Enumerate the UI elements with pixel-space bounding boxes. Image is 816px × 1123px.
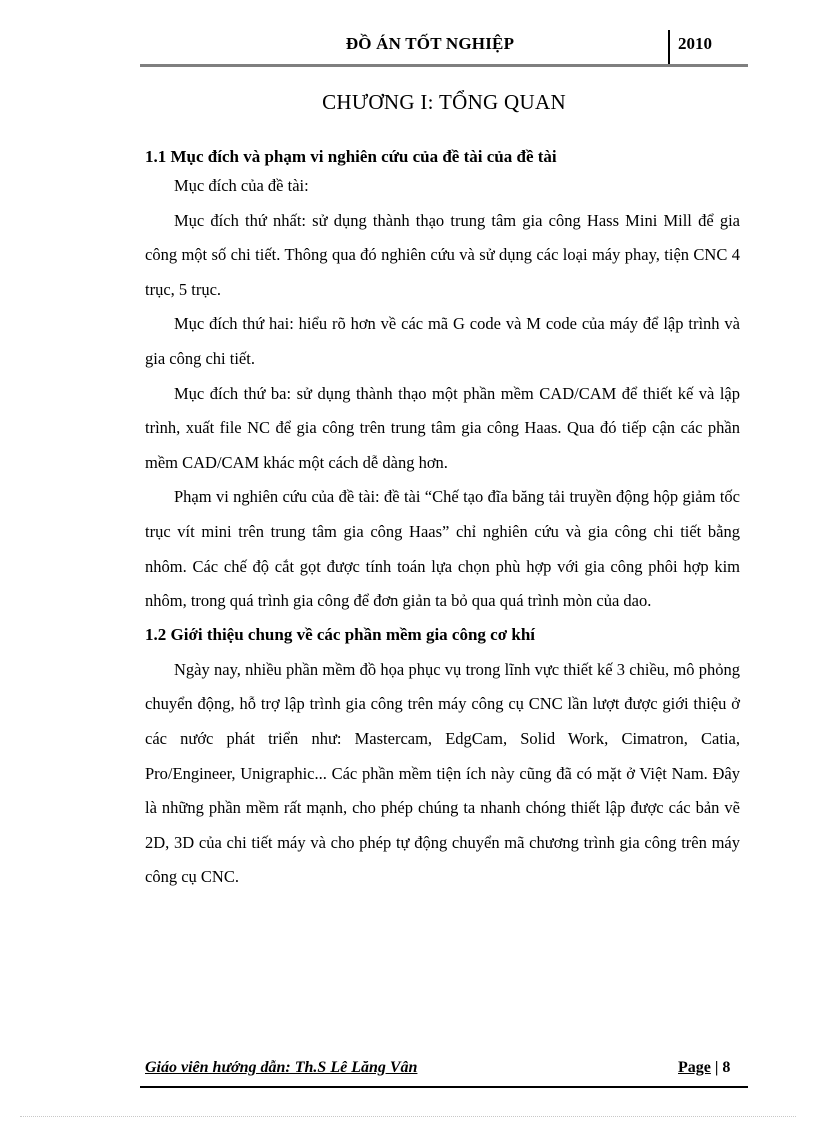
footer-page	[678, 1059, 730, 1077]
paragraph: Mục đích thứ hai: hiểu rõ hơn về các mã G code và M code của máy để lập trình và gia công chi tiết.	[145, 314, 740, 368]
paragraph: Ngày nay, nhiều phần mềm đồ họa phục vụ trong lĩnh vực thiết kế 3 chiều, mô phỏng chuyển động, hỗ trợ lập trình gia công trên máy công cụ CNC lần lượt được giới thiệu ở các nước phát triển như: Mastercam, EdgCam, Solid Work, Cimatron, Catia, Pro/Engineer, Unigraphic... Các phần mềm tiện ích này cũng đã có mặt ở Việt Nam. Đây là những phần mềm rất mạnh, cho phép chúng ta nhanh chóng thiết lập được các bản vẽ 2D, 3D của chi tiết máy và cho phép tự động chuyển mã chương trình gia công trên máy công cụ CNC.	[145, 659, 740, 887]
paragraph: Mục đích của đề tài:	[174, 176, 309, 195]
footer-page-separator: |	[714, 1059, 719, 1076]
header-year: 2010	[678, 34, 712, 53]
footer-rule	[140, 1086, 748, 1088]
header-separator	[668, 30, 670, 66]
paragraph: Mục đích thứ nhất: sử dụng thành thạo trung tâm gia công Hass Mini Mill để gia công một số chi tiết. Thông qua đó nghiên cứu và sử dụng các loại máy phay, tiện CNC 4 trục, 5 trục.	[145, 210, 740, 299]
body-content	[145, 145, 740, 895]
page-bottom-dotted-line	[20, 1116, 796, 1117]
section-heading-1-1: 1.1 Mục đích và phạm vi nghiên cứu của đề tài của đề tài	[145, 147, 557, 166]
header-title: ĐỒ ÁN TỐT NGHIỆP	[345, 34, 515, 53]
footer-page-number: 8	[722, 1059, 731, 1076]
section-heading-1-2: 1.2 Giới thiệu chung về các phần mềm gia công cơ khí	[145, 624, 536, 644]
header-rule	[140, 64, 748, 67]
paragraph: Mục đích thứ ba: sử dụng thành thạo một phần mềm CAD/CAM để thiết kế và lập trình, xuất file NC để gia công trên trung tâm gia công Haas. Qua đó tiếp cận các phần mềm CAD/CAM khác một cách dễ dàng hơn.	[145, 383, 740, 472]
footer-advisor: Giáo viên hướng dẫn: Th.S Lê Lăng Vân	[145, 1059, 418, 1076]
paragraph: Phạm vi nghiên cứu của đề tài: đề tài “Chế tạo đĩa băng tải truyền động hộp giảm tốc trục vít mini trên trung tâm gia công Haas” chỉ nghiên cứu và gia công chi tiết bằng nhôm. Các chế độ cắt gọt được tính toán lựa chọn phù hợp với gia công phôi hợp kim nhôm, trong quá trình gia công để đơn giản ta bỏ qua quá trình mòn của dao.	[145, 487, 740, 611]
chapter-title: CHƯƠNG I: TỔNG QUAN	[322, 90, 566, 114]
footer-page-label: Page	[678, 1059, 711, 1076]
